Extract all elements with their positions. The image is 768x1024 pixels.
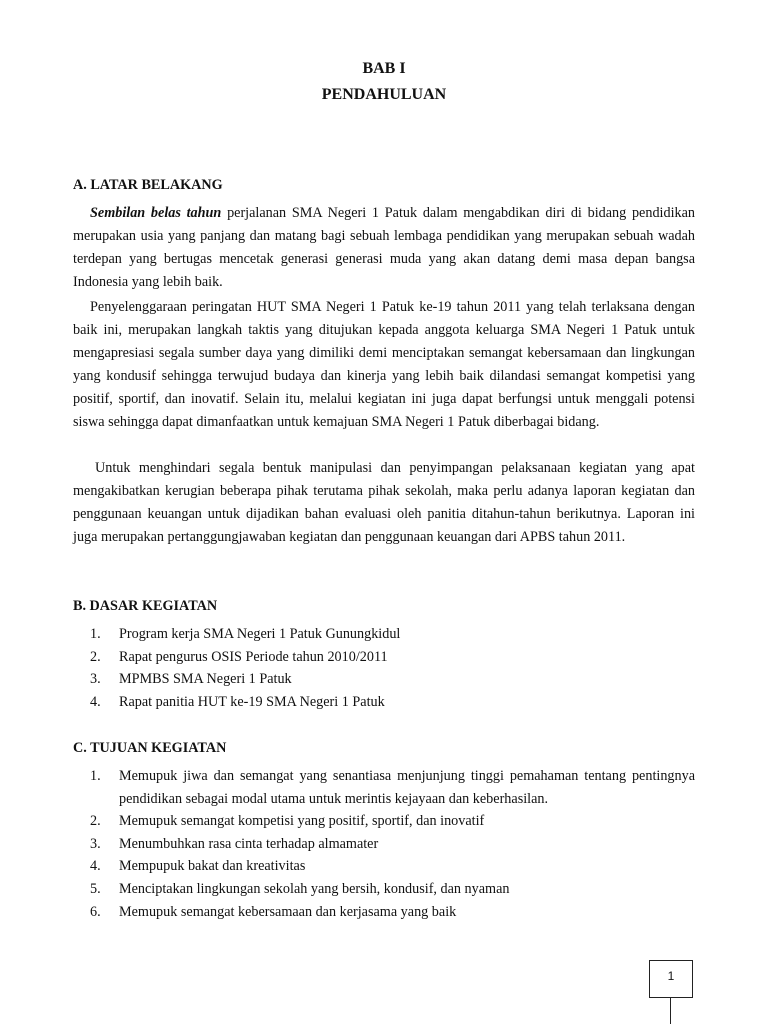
list-number: 5.	[90, 880, 101, 897]
list-item	[73, 901, 695, 924]
list-number: 2.	[90, 648, 101, 665]
paragraph-2: Penyelenggaraan peringatan HUT SMA Negeri 1 Patuk ke-19 tahun 2011 yang telah terlaksana dengan baik ini, merupakan langkah taktis yang ditujukan kepada anggota keluarga SMA Negeri 1 Patuk untuk mengapresiasi segala sumber daya yang dimiliki demi menciptakan semangat kebersamaan dan lingkungan yang kondusif sehingga terwujud budaya dan kinerja yang lebih baik dilandasi semangat kompetisi yang positif, sportif, dan inovatif. Selain itu, melalui kegiatan ini juga dapat berfungsi untuk menggali potensi siswa sehingga dapat dimanfaatkan untuk kemajuan SMA Negeri 1 Patuk diberbagai bidang.	[73, 299, 695, 430]
chapter-title: PENDAHULUAN	[321, 86, 447, 103]
dasar-kegiatan-list	[73, 623, 695, 713]
list-number: 3.	[90, 671, 101, 688]
chapter-number: BAB I	[362, 60, 406, 77]
section-c-heading: C. TUJUAN KEGIATAN	[73, 740, 227, 756]
page-number-divider	[670, 998, 671, 1024]
paragraph-3: Untuk menghindari segala bentuk manipulasi dan penyimpangan pelaksanaan kegiatan yang apat mengakibatkan kerugian beberapa pihak terutama pihak sekolah, maka perlu adanya laporan kegiatan dan penggunaan keuangan untuk dijadikan bahan evaluasi oleh panitia ditahun-tahun berikutnya. Laporan ini juga merupakan pertanggungjawaban kegiatan dan penggunaan keuangan dari APBS tahun 2011.	[73, 460, 695, 545]
paragraph-1	[73, 202, 695, 294]
list-number: 6.	[90, 903, 101, 920]
list-text: Menumbuhkan rasa cinta terhadap almamater	[119, 835, 379, 852]
list-number: 3.	[90, 835, 101, 852]
list-number: 4.	[90, 693, 101, 710]
list-item	[73, 765, 695, 810]
list-text: Memupuk jiwa dan semangat yang senantiasa menjunjung tinggi pemahaman tentang pentingnya pendidikan sebagai modal utama untuk merintis kejayaan dan keberhasilan.	[119, 768, 695, 807]
list-item	[73, 878, 695, 901]
list-text: Memupuk semangat kompetisi yang positif, sportif, dan inovatif	[119, 813, 485, 830]
list-item	[73, 810, 695, 833]
list-number: 4.	[90, 858, 101, 875]
list-text: MPMBS SMA Negeri 1 Patuk	[119, 671, 292, 688]
list-number: 1.	[90, 626, 101, 642]
list-text: Program kerja SMA Negeri 1 Patuk Gunungkidul	[119, 626, 401, 642]
list-text: Rapat panitia HUT ke-19 SMA Negeri 1 Patuk	[119, 693, 385, 710]
section-b-heading: B. DASAR KEGIATAN	[73, 598, 218, 614]
list-item	[73, 691, 695, 714]
section-a-heading: A. LATAR BELAKANG	[73, 177, 223, 193]
list-item	[73, 623, 695, 646]
list-text: Menciptakan lingkungan sekolah yang bersih, kondusif, dan nyaman	[119, 880, 510, 897]
list-item	[73, 855, 695, 878]
list-text: Memupuk semangat kebersamaan dan kerjasama yang baik	[119, 903, 457, 920]
list-number: 2.	[90, 813, 101, 830]
list-item	[73, 833, 695, 856]
list-item	[73, 668, 695, 691]
tujuan-kegiatan-list	[73, 765, 695, 923]
list-text: Rapat pengurus OSIS Periode tahun 2010/2011	[119, 648, 388, 665]
list-item	[73, 646, 695, 669]
paragraph-1-text: perjalanan SMA Negeri 1 Patuk dalam mengabdikan diri di bidang pendidikan merupakan usia yang panjang dan matang bagi sebuah lembaga pendidikan yang merupakan sebuah wadah terdepan yang bertugas mencetak generasi generasi muda yang akan datang demi masa depan bangsa Indonesia yang lebih baik.	[73, 205, 696, 290]
list-number: 1.	[90, 768, 101, 784]
paragraph-1-emphasis: Sembilan belas tahun	[90, 205, 222, 221]
list-text: Mempupuk bakat dan kreativitas	[119, 858, 306, 875]
page-number: 1	[649, 960, 693, 998]
